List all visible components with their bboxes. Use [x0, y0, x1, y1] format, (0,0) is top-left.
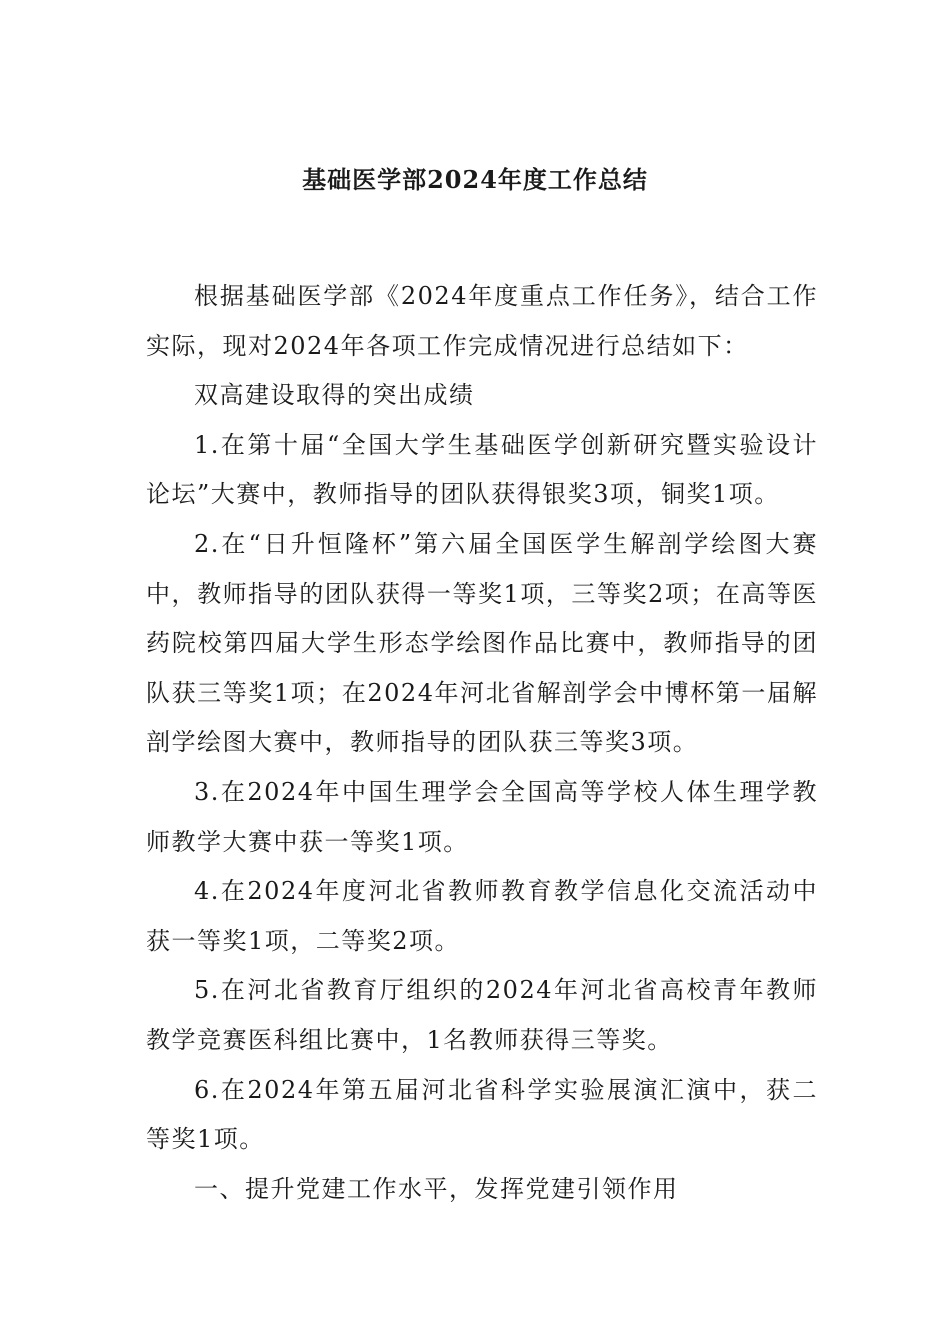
list-item: 1.在第十届“全国大学生基础医学创新研究暨实验设计论坛”大赛中，教师指导的团队获得银奖3项，铜奖1项。	[146, 430, 818, 509]
list-item: 2.在“日升恒隆杯”第六届全国医学生解剖学绘图大赛中，教师指导的团队获得一等奖1项，三等奖2项；在高等医药院校第四届大学生形态学绘图作品比赛中，教师指导的团队获三等奖1项；在2024年河北省解剖学会中博杯第一届解剖学绘图大赛中，教师指导的团队获三等奖3项。	[146, 529, 818, 757]
section-heading-achievements: 双高建设取得的突出成绩	[194, 381, 475, 410]
list-item: 4.在2024年度河北省教师教育教学信息化交流活动中获一等奖1项，二等奖2项。	[146, 877, 818, 955]
document-body	[146, 272, 818, 1214]
list-item: 6.在2024年第五届河北省科学实验展演汇演中，获二等奖1项。	[146, 1075, 818, 1154]
document-title: 基础医学部2024年度工作总结	[302, 165, 648, 194]
list-item: 3.在2024年中国生理学会全国高等学校人体生理学教师教学大赛中获一等奖1项。	[146, 777, 818, 856]
section-heading-party-building: 一、提升党建工作水平，发挥党建引领作用	[194, 1174, 679, 1203]
list-item: 5.在河北省教育厅组织的2024年河北省高校青年教师教学竞赛医科组比赛中，1名教师获得三等奖。	[146, 976, 818, 1054]
intro-paragraph: 根据基础医学部《2024年度重点工作任务》，结合工作实际，现对2024年各项工作完成情况进行总结如下：	[146, 282, 818, 360]
